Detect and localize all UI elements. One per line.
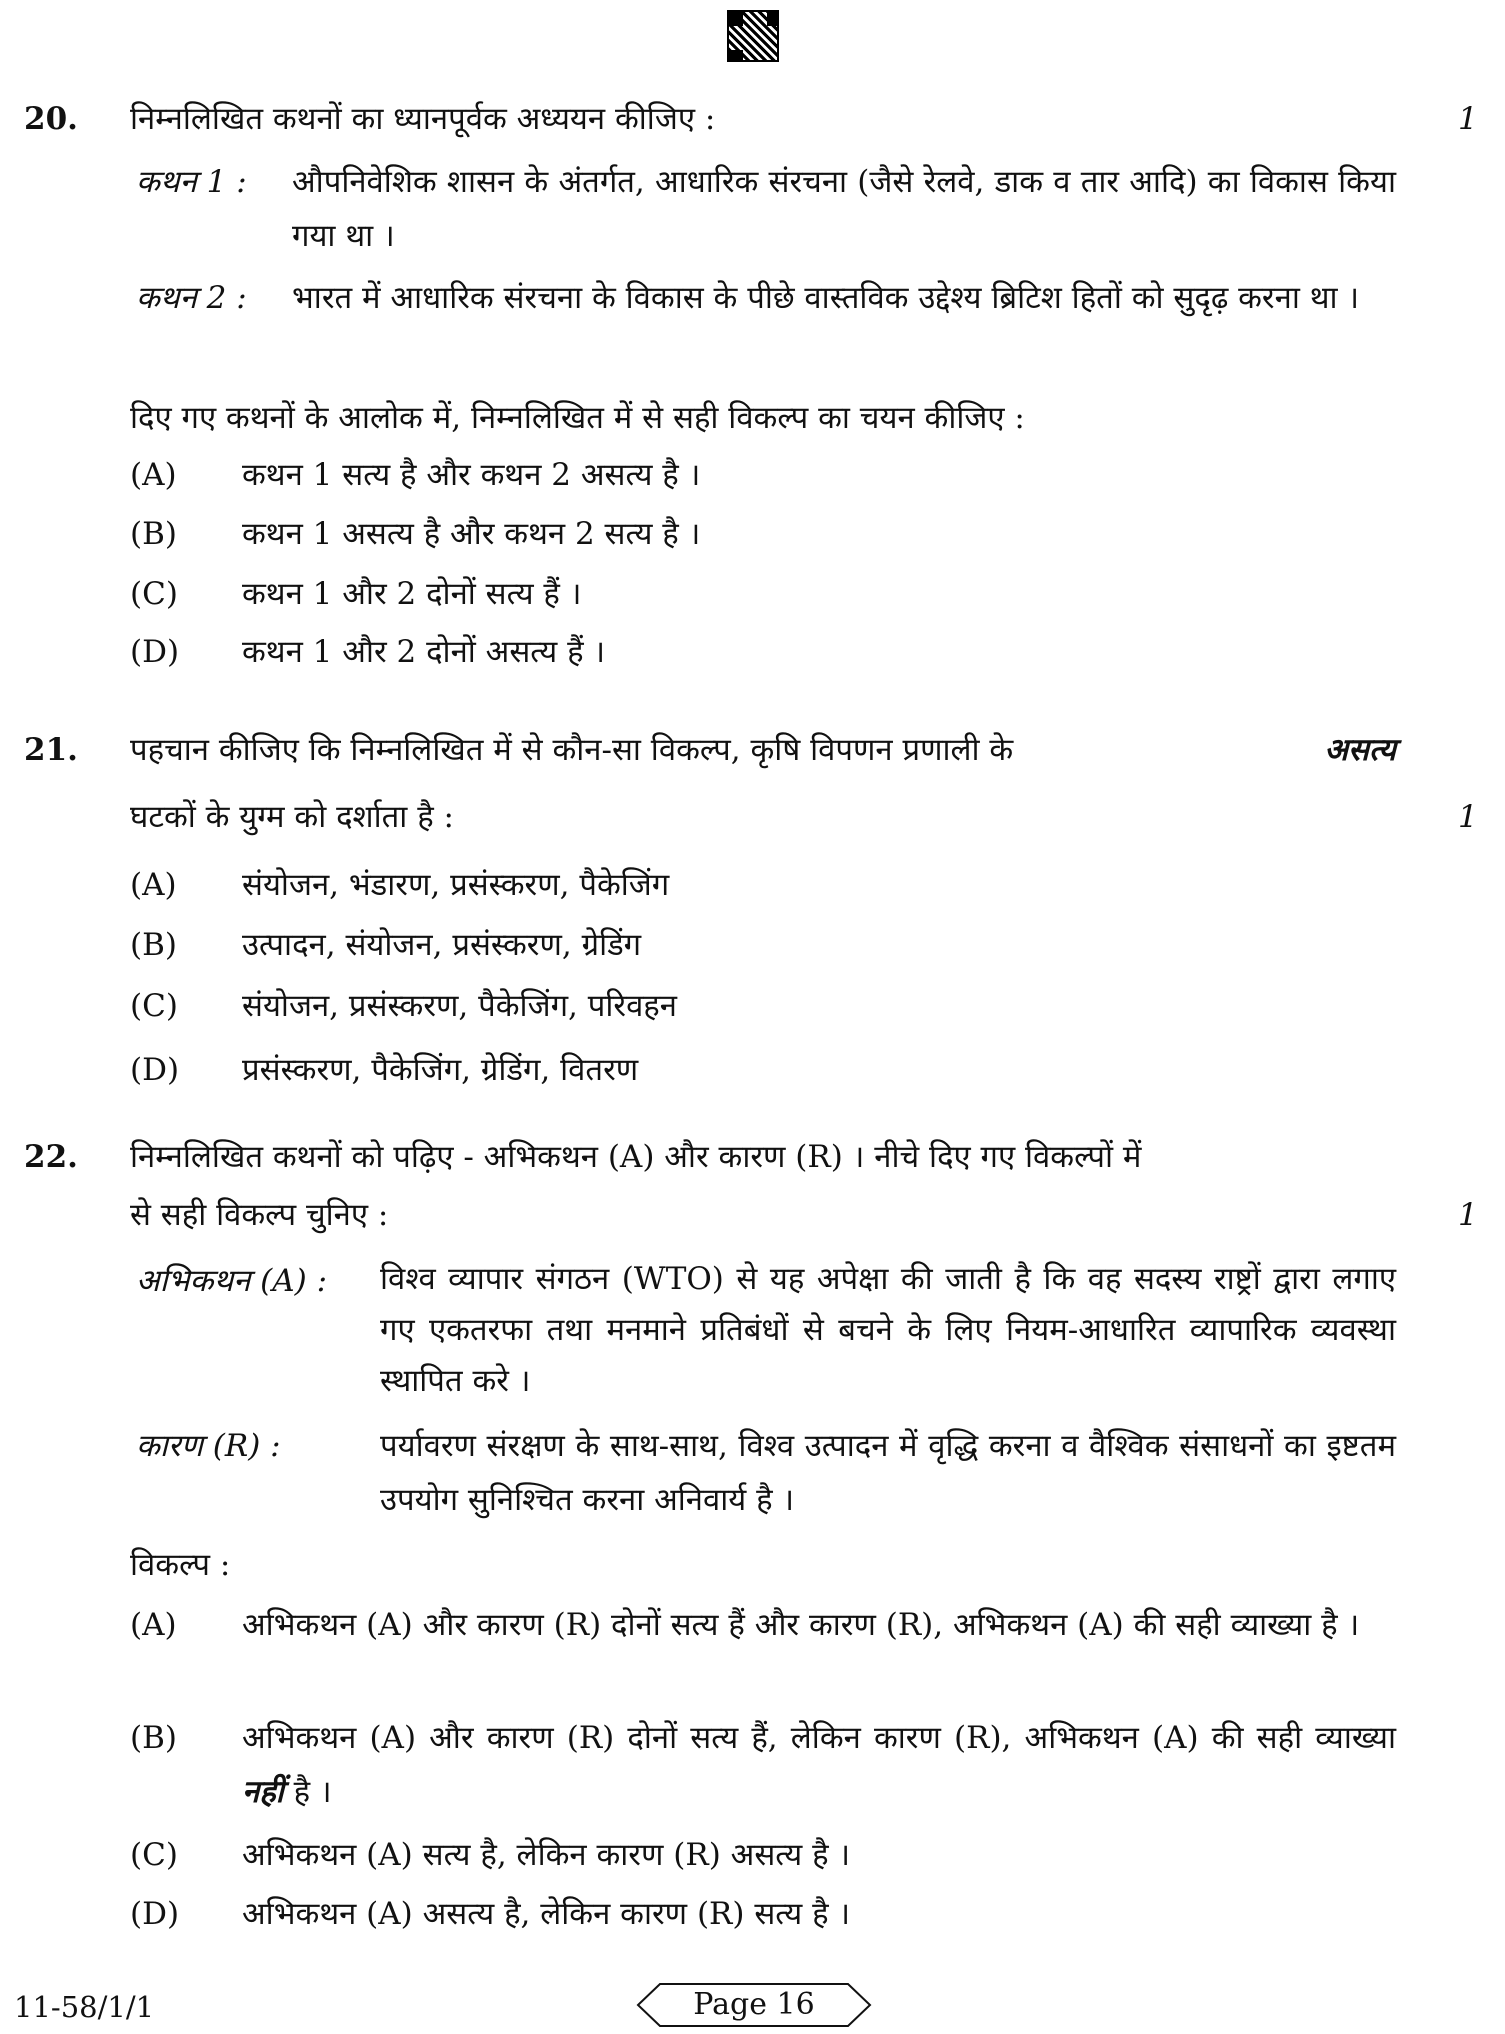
assertion-label: अभिकथन (A) : xyxy=(136,1263,328,1299)
option-a: कथन 1 सत्य है और कथन 2 असत्य है । xyxy=(242,457,701,493)
page-number: Page 16 xyxy=(693,1987,815,2022)
question-number: 22. xyxy=(24,1139,78,1175)
option-label: (B) xyxy=(130,1720,177,1756)
option-a: अभिकथन (A) और कारण (R) दोनों सत्य हैं और कारण (R), अभिकथन (A) की सही व्याख्या है । xyxy=(242,1607,1360,1643)
question-marks: 1 xyxy=(1458,1197,1478,1233)
question-prompt: निम्नलिखित कथनों को पढ़िए - अभिकथन (A) और कारण (R) । नीचे दिए गए विकल्पों में xyxy=(130,1139,1142,1175)
question-number: 21. xyxy=(24,732,78,768)
assertion-text: विश्व व्यापार संगठन (WTO) से यह अपेक्षा की जाती है कि वह सदस्य राष्ट्रों द्वारा लगाए गए एकतरफा तथा मनमाने प्रतिबंधों से बचने के लिए नियम-आधारित व्यापारिक व्यवस्था स्थापित करे । xyxy=(380,1261,1396,1399)
option-c: संयोजन, प्रसंस्करण, पैकेजिंग, परिवहन xyxy=(242,988,677,1024)
option-label: (B) xyxy=(130,927,177,963)
option-b: उत्पादन, संयोजन, प्रसंस्करण, ग्रेडिंग xyxy=(242,927,642,963)
option-text: है । xyxy=(293,1774,332,1810)
question-marks: 1 xyxy=(1458,799,1478,835)
option-d: प्रसंस्करण, पैकेजिंग, ग्रेडिंग, वितरण xyxy=(242,1052,639,1088)
option-label: (A) xyxy=(130,1607,177,1643)
option-d: कथन 1 और 2 दोनों असत्य हैं । xyxy=(242,634,606,670)
option-text: अभिकथन (A) और कारण (R) दोनों सत्य हैं, लेकिन कारण (R), अभिकथन (A) की सही व्याख्या xyxy=(242,1720,1396,1756)
question-number: 20. xyxy=(24,101,78,137)
statement-1-label: कथन 1 : xyxy=(136,164,247,200)
question-prompt-line2: से सही विकल्प चुनिए : xyxy=(130,1197,389,1233)
statement-2-text: भारत में आधारिक संरचना के विकास के पीछे वास्तविक उद्देश्य ब्रिटिश हितों को सुदृढ़ करना था । xyxy=(292,280,1360,316)
paper-code: 11-58/1/1 xyxy=(14,1990,155,2024)
options-heading: विकल्प : xyxy=(130,1547,231,1583)
option-c: कथन 1 और 2 दोनों सत्य हैं । xyxy=(242,576,582,612)
question-prompt-line2: घटकों के युग्म को दर्शाता है : xyxy=(130,799,454,835)
option-label: (B) xyxy=(130,516,177,552)
reason-label: कारण (R) : xyxy=(136,1428,281,1464)
option-d: अभिकथन (A) असत्य है, लेकिन कारण (R) सत्य है । xyxy=(242,1896,851,1932)
qr-code xyxy=(727,10,779,62)
option-label: (D) xyxy=(130,634,180,670)
question-marks: 1 xyxy=(1458,101,1478,137)
question-instruction: दिए गए कथनों के आलोक में, निम्नलिखित में से सही विकल्प का चयन कीजिए : xyxy=(130,400,1025,436)
prompt-text: पहचान कीजिए कि निम्नलिखित में से कौन-सा विकल्प, कृषि विपणन प्रणाली के xyxy=(130,732,1014,768)
option-label: (C) xyxy=(130,1837,178,1873)
question-prompt: निम्नलिखित कथनों का ध्यानपूर्वक अध्ययन कीजिए : xyxy=(130,101,716,137)
option-label: (D) xyxy=(130,1896,180,1932)
option-b: कथन 1 असत्य है और कथन 2 सत्य है । xyxy=(242,516,701,552)
prompt-emphasis: असत्य xyxy=(1324,732,1396,768)
option-c: अभिकथन (A) सत्य है, लेकिन कारण (R) असत्य है । xyxy=(242,1837,851,1873)
option-b xyxy=(242,1711,1396,1819)
option-label: (A) xyxy=(130,457,177,493)
option-label: (C) xyxy=(130,576,178,612)
option-emphasis: नहीं xyxy=(242,1774,284,1810)
option-label: (D) xyxy=(130,1052,180,1088)
reason-text: पर्यावरण संरक्षण के साथ-साथ, विश्व उत्पादन में वृद्धि करना व वैश्विक संसाधनों का इष्टतम उपयोग सुनिश्चित करना अनिवार्य है । xyxy=(380,1428,1396,1518)
question-prompt xyxy=(130,723,1396,777)
statement-2-label: कथन 2 : xyxy=(136,280,247,316)
option-label: (C) xyxy=(130,988,178,1024)
statement-1-text: औपनिवेशिक शासन के अंतर्गत, आधारिक संरचना (जैसे रेलवे, डाक व तार आदि) का विकास किया गया था । xyxy=(292,164,1396,254)
option-a: संयोजन, भंडारण, प्रसंस्करण, पैकेजिंग xyxy=(242,867,670,903)
option-label: (A) xyxy=(130,867,177,903)
page-number-badge xyxy=(636,1982,872,2028)
